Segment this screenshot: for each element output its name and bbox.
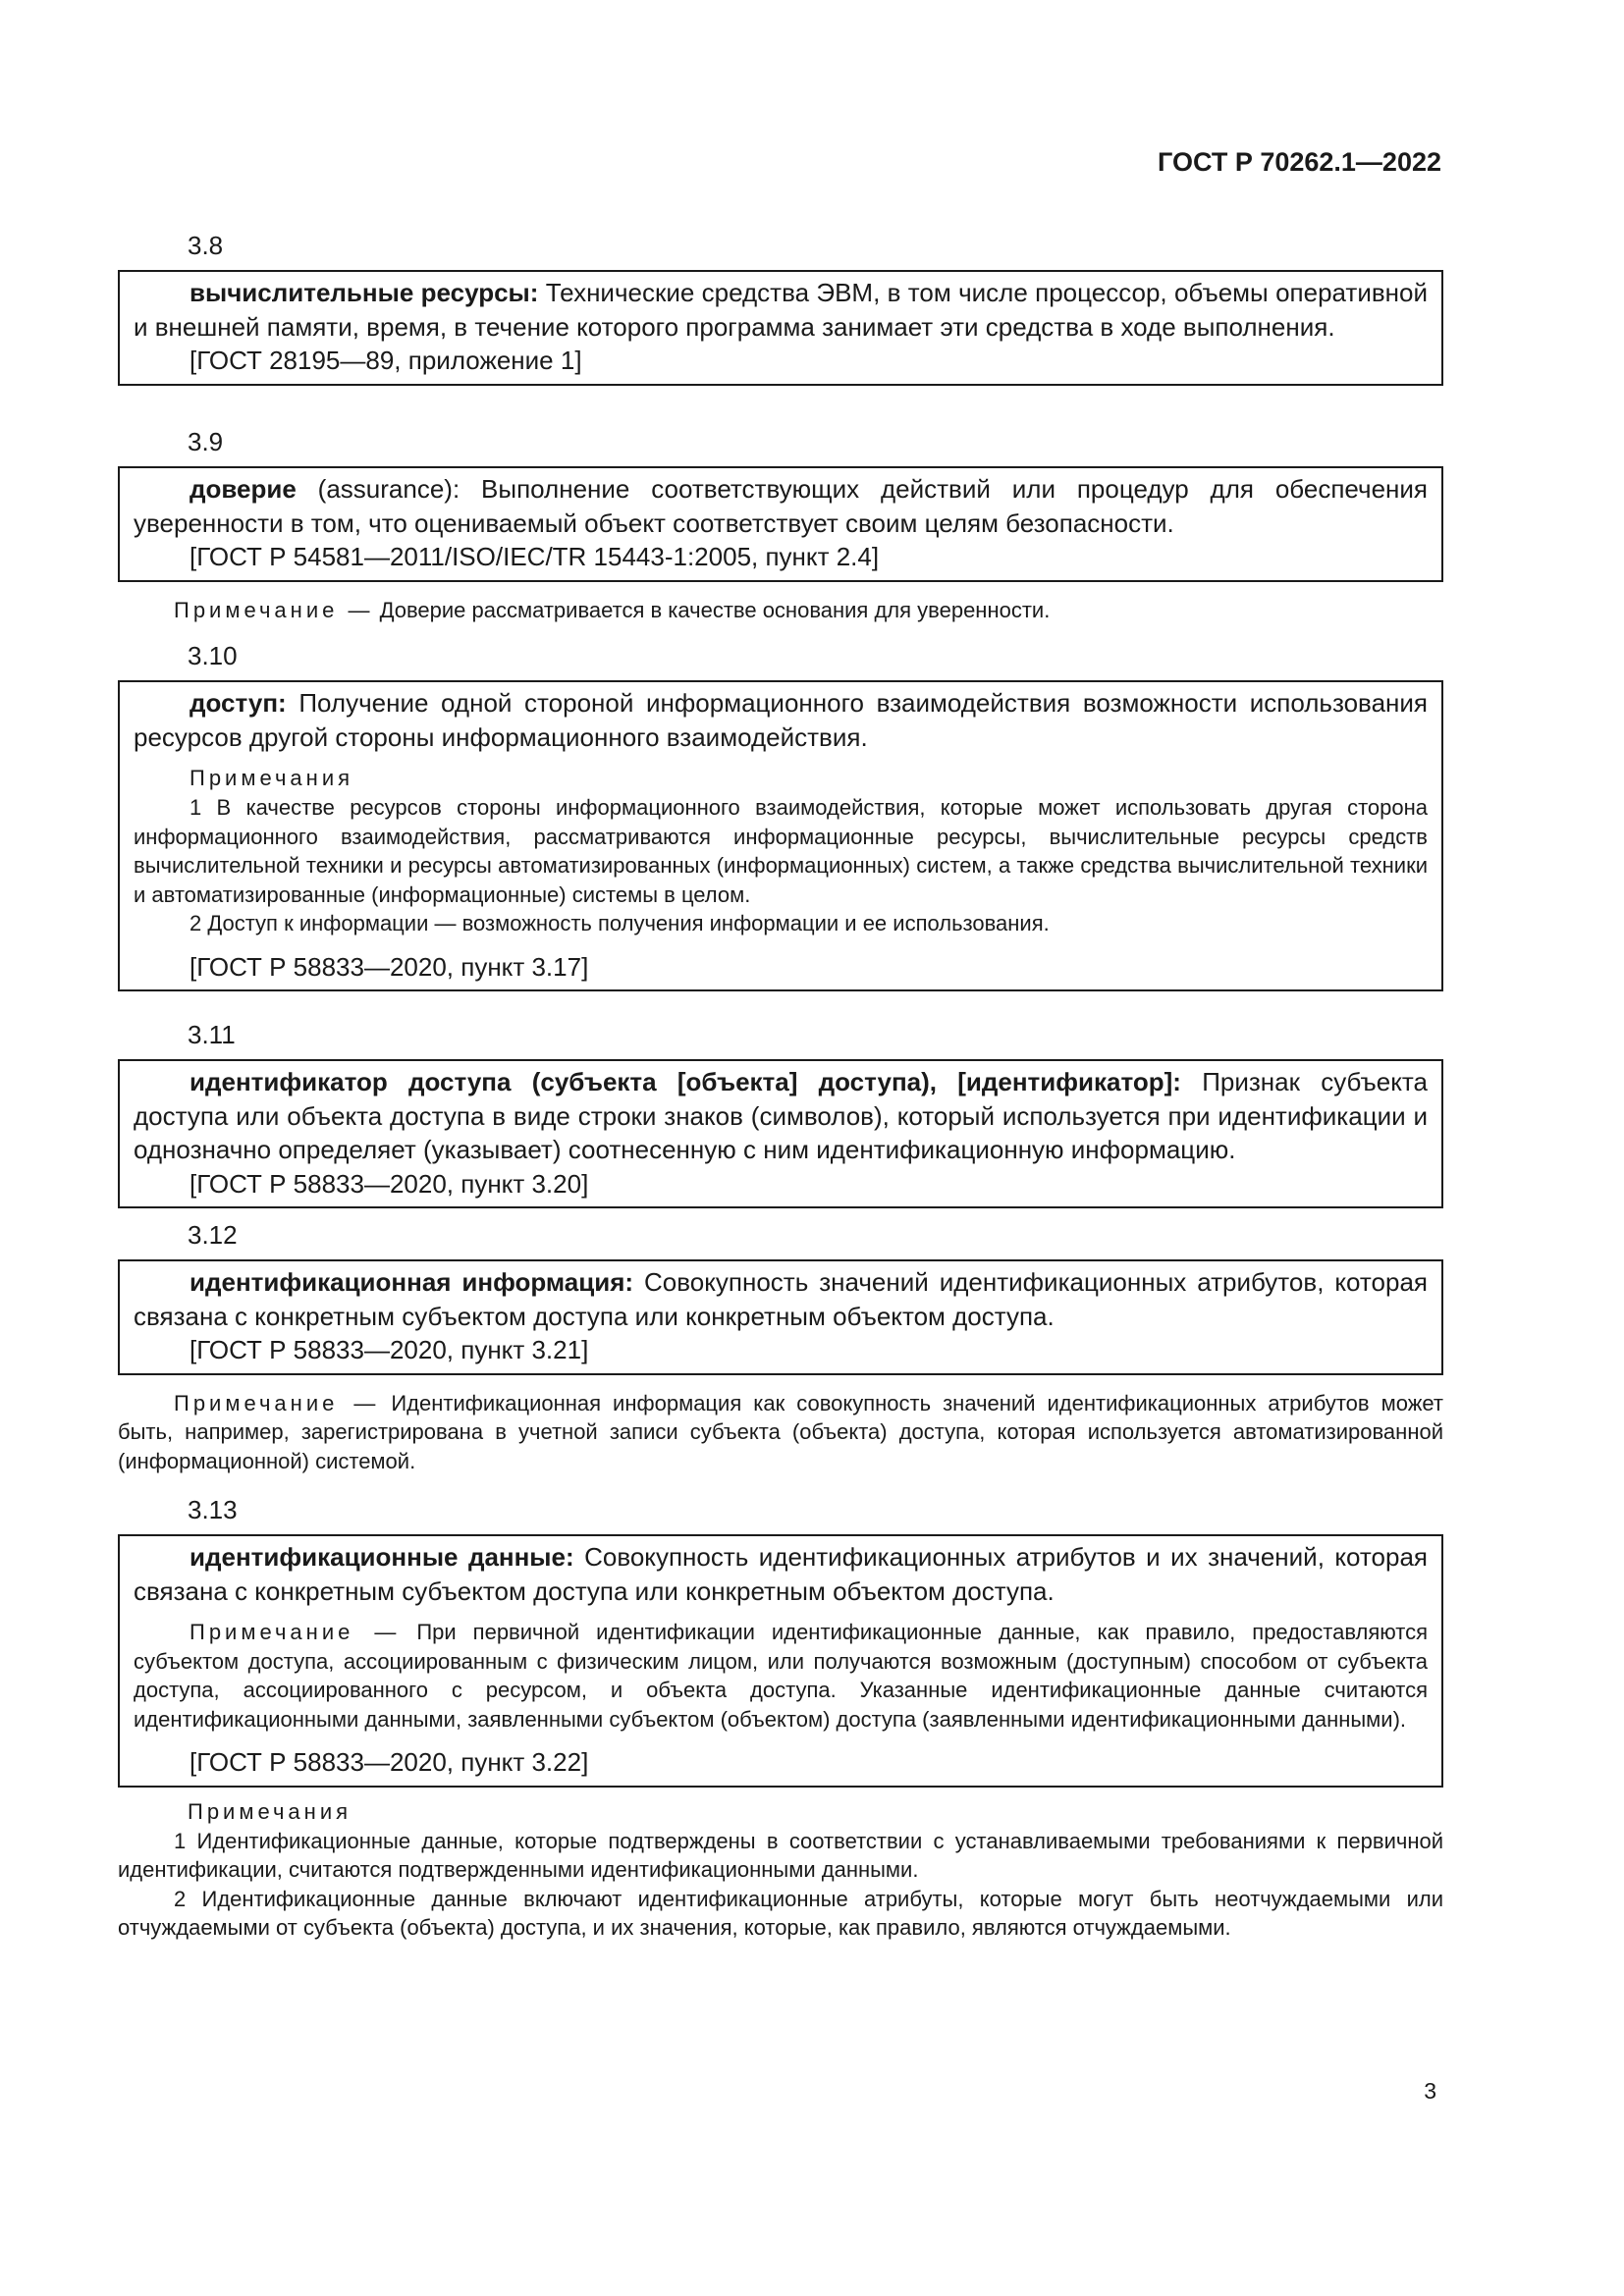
term-number: 3.9 [188,427,224,456]
note-label: Примечание — [174,1390,380,1415]
term-source: [ГОСТ Р 58833—2020, пункт 3.22] [189,1747,589,1777]
term-entry-3-13 [118,1492,1443,1943]
term-definition [134,686,1428,754]
term-entry-3-8 [118,228,1443,386]
definition-text: Получение одной стороной информационного взаимодействия возможности использования ресурсов другой стороны информационного взаимодействия. [134,688,1428,752]
term-source: [ГОСТ Р 54581—2011/ISO/IEC/TR 15443-1:2005, пункт 2.4] [189,542,880,571]
term-entry-3-11 [118,1017,1443,1208]
definition-text: Признак субъекта доступа или объекта доступа в виде строки знаков (символов), который используется при идентификации и однозначно определяет (указывает) соотнесенную с ним идентификационную информацию. [134,1067,1428,1164]
term-definition [134,1540,1428,1608]
term-source: [ГОСТ Р 58833—2020, пункт 3.20] [189,1168,589,1199]
term-note [134,1618,1428,1734]
note-item: 2 Идентификационные данные включают идентификационные атрибуты, которые могут быть неотчуждаемыми или отчуждаемыми от субъекта (объекта) доступа, и их значения, которые, как правило, являются отчуждаемыми. [118,1886,1443,1940]
note-item: 2 Доступ к информации — возможность получения информации и ее использования. [189,911,1050,935]
term-definition [134,472,1428,540]
term-definition [134,1265,1428,1333]
term-definition-box [118,680,1443,991]
note-item: 1 В качестве ресурсов стороны информационного взаимодействия, которые может использовать другая сторона информационного взаимодействия, рассматриваются информационные ресурсы, вычислительные ресурсы средств вычислительной техники и ресурсы автоматизированных (информационных) систем, а также средства вычислительной техники и автоматизированные (информационные) системы в целом. [134,795,1428,907]
term-definition [134,276,1428,344]
term-source: [ГОСТ 28195—89, приложение 1] [189,346,582,375]
definition-text: Совокупность значений идентификационных атрибутов, которая связана с конкретным субъектом доступа или конкретным объектом доступа. [134,1267,1428,1331]
term-name: доступ: [189,688,287,718]
term-entry-3-9 [118,424,1443,624]
page-number: 3 [1424,2078,1436,2104]
term-definition-box [118,1259,1443,1375]
term-definition [134,1065,1428,1167]
definition-text: (assurance): Выполнение соответствующих действий или процедур для обеспечения уверенности в том, что оцениваемый объект соответствует своим целям безопасности. [134,474,1428,538]
notes-title: Примечания [188,1798,352,1824]
term-definition-box [118,466,1443,582]
definition-text: Технические средства ЭВМ, в том числе процессор, объемы оперативной и внешней памяти, время, в течение которого программа занимает эти средства в ходе выполнения. [134,278,1429,342]
term-definition-box [118,270,1443,386]
term-number: 3.13 [188,1495,238,1524]
term-number: 3.11 [188,1020,236,1049]
notes-title: Примечания [189,766,354,790]
term-definition-box [118,1059,1443,1208]
term-name: идентификационная информация: [189,1267,634,1297]
note-text: При первичной идентификации идентификационные данные, как правило, предоставляются субъектом доступа, ассоциированным с физическим лицом, или получаются возможным (доступным) способом от субъекта доступа, ассоциированного с ресурсом, и объекта доступа. Указанные идентификационные данные считаются идентификационными данными, заявленными субъектом (объектом) доступа (заявленными идентификационными данными). [134,1620,1429,1732]
term-entry-3-10 [118,638,1443,991]
term-name: идентификатор доступа (субъекта [объекта] доступа), [идентификатор]: [189,1067,1181,1096]
term-name: вычислительные ресурсы: [189,278,539,307]
note-label: Примечание — [174,597,374,622]
term-number: 3.10 [188,641,238,670]
term-entry-3-12 [118,1217,1443,1475]
term-definition-box [118,1534,1443,1788]
term-name: идентификационные данные: [189,1542,574,1572]
note-label: Примечание — [189,1620,401,1644]
definition-text: Совокупность идентификационных атрибутов и их значений, которая связана с конкретным субъектом доступа или конкретным объектом доступа. [134,1542,1428,1606]
term-source: [ГОСТ Р 58833—2020, пункт 3.21] [189,1335,589,1364]
term-name: доверие [189,474,297,504]
note-item: 1 Идентификационные данные, которые подтверждены в соответствии с устанавливаемыми требованиями к первичной идентификации, считаются подтвержденными идентификационными данными. [118,1828,1443,1882]
document-designation: ГОСТ Р 70262.1—2022 [1158,147,1441,177]
term-note [118,596,1443,625]
term-note [118,1389,1443,1476]
note-text: Доверие рассматривается в качестве основания для уверенности. [373,597,1051,622]
term-number: 3.8 [188,231,224,260]
term-number: 3.12 [188,1220,238,1250]
term-source: [ГОСТ Р 58833—2020, пункт 3.17] [189,951,589,982]
note-text: Идентификационная информация как совокупность значений идентификационных атрибутов может быть, например, зарегистрирована в учетной записи субъекта (объекта) доступа, которая используется автоматизированной (информационной) системой. [118,1390,1443,1473]
